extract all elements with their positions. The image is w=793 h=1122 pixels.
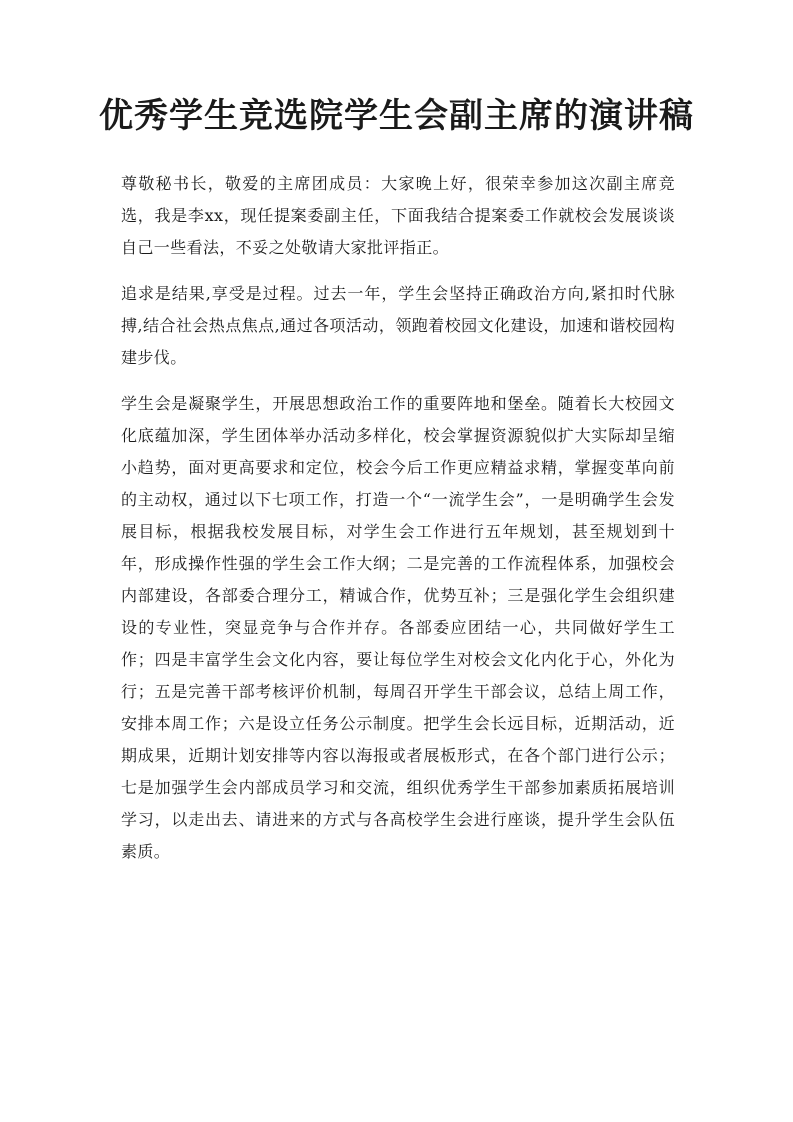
document-body [121, 168, 675, 882]
paragraph-review: 追求是结果,享受是过程。过去一年，学生会坚持正确政治方向,紧扣时代脉搏,结合社会热点焦点,通过各项活动，领跑着校园文化建设，加速和谐校园构建步伐。 [121, 284, 675, 367]
document-title: 优秀学生竞选院学生会副主席的演讲稿 [99, 96, 694, 136]
paragraph-greeting: 尊敬秘书长，敬爱的主席团成员：大家晚上好，很荣幸参加这次副主席竞选，我是李xx，现任提案委副主任，下面我结合提案委工作就校会发展谈谈自己一些看法，不妥之处敬请大家批评指正。 [121, 174, 675, 257]
paragraph-plan: 学生会是凝聚学生，开展思想政治工作的重要阵地和堡垒。随着长大校园文化底蕴加深，学生团体举办活动多样化，校会掌握资源貌似扩大实际却呈缩小趋势，面对更高要求和定位，校会今后工作更应精益求精，掌握变革向前的主动权，通过以下七项工作，打造一个“一流学生会”，一是明确学生会发展目标，根据我校发展目标，对学生会工作进行五年规划，甚至规划到十年，形成操作性强的学生会工作大纲；二是完善的工作流程体系，加强校会内部建设，各部委合理分工，精诚合作，优势互补；三是强化学生会组织建设的专业性，突显竞争与合作并存。各部委应团结一心，共同做好学生工作；四是丰富学生会文化内容，要让每位学生对校会文化内化于心，外化为行；五是完善干部考核评价机制，每周召开学生干部会议，总结上周工作，安排本周工作；六是设立任务公示制度。把学生会长远目标，近期活动，近期成果，近期计划安排等内容以海报或者展板形式，在各个部门进行公示；七是加强学生会内部成员学习和交流，组织优秀学生干部参加素质拓展培训学习，以走出去、请进来的方式与各高校学生会进行座谈，提升学生会队伍素质。 [121, 394, 675, 861]
